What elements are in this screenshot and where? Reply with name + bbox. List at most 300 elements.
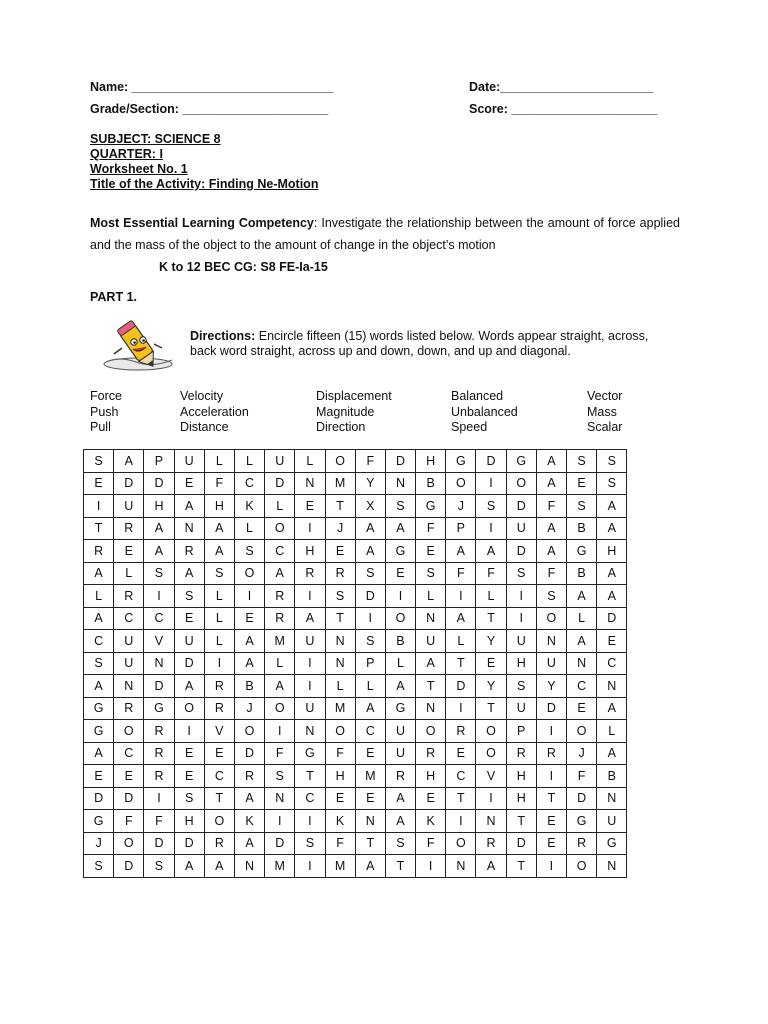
grid-letter-cell[interactable]: R — [476, 832, 506, 855]
grid-letter-cell[interactable]: D — [506, 495, 536, 518]
grid-letter-cell[interactable]: R — [295, 562, 325, 585]
grid-letter-cell[interactable]: G — [446, 450, 476, 473]
grid-letter-cell[interactable]: U — [536, 652, 566, 675]
grid-letter-cell[interactable]: T — [295, 765, 325, 788]
grid-letter-cell[interactable]: A — [355, 517, 385, 540]
grid-letter-cell[interactable]: F — [325, 832, 355, 855]
grid-letter-cell[interactable]: K — [325, 810, 355, 833]
grid-letter-cell[interactable]: O — [446, 472, 476, 495]
grid-letter-cell[interactable]: O — [476, 720, 506, 743]
grid-letter-cell[interactable]: M — [325, 472, 355, 495]
grid-letter-cell[interactable]: I — [295, 675, 325, 698]
grid-letter-cell[interactable]: S — [597, 450, 627, 473]
grid-letter-cell[interactable]: G — [567, 810, 597, 833]
grid-letter-cell[interactable]: D — [144, 832, 174, 855]
grid-letter-cell[interactable]: U — [114, 652, 144, 675]
grid-letter-cell[interactable]: L — [84, 585, 114, 608]
grid-letter-cell[interactable]: O — [476, 742, 506, 765]
grid-letter-cell[interactable]: U — [597, 810, 627, 833]
grid-letter-cell[interactable]: E — [416, 540, 446, 563]
grid-letter-cell[interactable]: C — [114, 742, 144, 765]
grid-letter-cell[interactable]: A — [144, 540, 174, 563]
grid-letter-cell[interactable]: E — [355, 742, 385, 765]
grid-letter-cell[interactable]: H — [325, 765, 355, 788]
grid-letter-cell[interactable]: I — [446, 585, 476, 608]
grid-letter-cell[interactable]: D — [174, 832, 204, 855]
grid-letter-cell[interactable]: R — [204, 697, 234, 720]
grid-letter-cell[interactable]: B — [567, 562, 597, 585]
grid-letter-cell[interactable]: A — [476, 540, 506, 563]
grid-letter-cell[interactable]: G — [84, 720, 114, 743]
grid-letter-cell[interactable]: N — [597, 675, 627, 698]
grid-letter-cell[interactable]: H — [144, 495, 174, 518]
grid-letter-cell[interactable]: S — [355, 562, 385, 585]
grid-letter-cell[interactable]: U — [385, 742, 415, 765]
grid-letter-cell[interactable]: A — [234, 630, 264, 653]
grid-letter-cell[interactable]: S — [265, 765, 295, 788]
grid-letter-cell[interactable]: L — [114, 562, 144, 585]
grid-letter-cell[interactable]: O — [536, 607, 566, 630]
grid-letter-cell[interactable]: C — [295, 787, 325, 810]
grid-letter-cell[interactable]: N — [234, 855, 264, 878]
grid-letter-cell[interactable]: K — [234, 810, 264, 833]
grid-letter-cell[interactable]: O — [114, 720, 144, 743]
grid-letter-cell[interactable]: B — [416, 472, 446, 495]
grid-letter-cell[interactable]: N — [114, 675, 144, 698]
grid-letter-cell[interactable]: O — [385, 607, 415, 630]
grid-letter-cell[interactable]: A — [355, 540, 385, 563]
grid-letter-cell[interactable]: T — [446, 652, 476, 675]
grid-letter-cell[interactable]: T — [325, 495, 355, 518]
grid-letter-cell[interactable]: M — [265, 630, 295, 653]
grid-letter-cell[interactable]: A — [265, 675, 295, 698]
grid-letter-cell[interactable]: R — [144, 742, 174, 765]
grid-letter-cell[interactable]: R — [174, 540, 204, 563]
grid-letter-cell[interactable]: F — [416, 832, 446, 855]
grid-letter-cell[interactable]: P — [446, 517, 476, 540]
grid-letter-cell[interactable]: A — [84, 675, 114, 698]
grid-letter-cell[interactable]: U — [506, 697, 536, 720]
grid-letter-cell[interactable]: I — [234, 585, 264, 608]
grid-letter-cell[interactable]: C — [265, 540, 295, 563]
grid-letter-cell[interactable]: L — [204, 607, 234, 630]
grid-letter-cell[interactable]: A — [597, 517, 627, 540]
grid-letter-cell[interactable]: O — [114, 832, 144, 855]
grid-letter-cell[interactable]: N — [295, 720, 325, 743]
grid-letter-cell[interactable]: E — [114, 765, 144, 788]
grid-letter-cell[interactable]: S — [416, 562, 446, 585]
grid-letter-cell[interactable]: S — [385, 832, 415, 855]
grid-letter-cell[interactable]: T — [385, 855, 415, 878]
grid-letter-cell[interactable]: U — [416, 630, 446, 653]
grid-letter-cell[interactable]: N — [567, 652, 597, 675]
grid-letter-cell[interactable]: E — [174, 742, 204, 765]
grid-letter-cell[interactable]: N — [416, 607, 446, 630]
grid-letter-cell[interactable]: H — [506, 765, 536, 788]
grid-letter-cell[interactable]: L — [446, 630, 476, 653]
grid-letter-cell[interactable]: R — [506, 742, 536, 765]
grid-letter-cell[interactable]: N — [355, 810, 385, 833]
grid-letter-cell[interactable]: I — [446, 810, 476, 833]
grid-letter-cell[interactable]: O — [265, 697, 295, 720]
grid-letter-cell[interactable]: B — [234, 675, 264, 698]
grid-letter-cell[interactable]: I — [174, 720, 204, 743]
grid-letter-cell[interactable]: A — [234, 832, 264, 855]
grid-letter-cell[interactable]: X — [355, 495, 385, 518]
grid-letter-cell[interactable]: A — [567, 585, 597, 608]
grid-letter-cell[interactable]: S — [385, 495, 415, 518]
grid-letter-cell[interactable]: H — [506, 787, 536, 810]
grid-letter-cell[interactable]: F — [476, 562, 506, 585]
grid-letter-cell[interactable]: T — [204, 787, 234, 810]
grid-letter-cell[interactable]: A — [204, 855, 234, 878]
grid-letter-cell[interactable]: U — [506, 630, 536, 653]
grid-letter-cell[interactable]: D — [174, 652, 204, 675]
grid-letter-cell[interactable]: P — [506, 720, 536, 743]
grid-letter-cell[interactable]: S — [204, 562, 234, 585]
grid-letter-cell[interactable]: I — [84, 495, 114, 518]
grid-letter-cell[interactable]: A — [174, 562, 204, 585]
grid-letter-cell[interactable]: O — [506, 472, 536, 495]
grid-letter-cell[interactable]: I — [295, 810, 325, 833]
grid-letter-cell[interactable]: O — [265, 517, 295, 540]
grid-letter-cell[interactable]: D — [567, 787, 597, 810]
grid-letter-cell[interactable]: G — [84, 697, 114, 720]
grid-letter-cell[interactable]: C — [234, 472, 264, 495]
grid-letter-cell[interactable]: E — [84, 765, 114, 788]
grid-letter-cell[interactable]: F — [265, 742, 295, 765]
grid-letter-cell[interactable]: N — [174, 517, 204, 540]
grid-letter-cell[interactable]: M — [355, 765, 385, 788]
grid-letter-cell[interactable]: S — [144, 855, 174, 878]
grid-letter-cell[interactable]: F — [446, 562, 476, 585]
grid-letter-cell[interactable]: E — [355, 787, 385, 810]
grid-letter-cell[interactable]: A — [536, 472, 566, 495]
grid-letter-cell[interactable]: F — [114, 810, 144, 833]
grid-letter-cell[interactable]: N — [295, 472, 325, 495]
grid-letter-cell[interactable]: L — [204, 450, 234, 473]
grid-letter-cell[interactable]: L — [325, 675, 355, 698]
grid-letter-cell[interactable]: T — [446, 787, 476, 810]
grid-letter-cell[interactable]: C — [597, 652, 627, 675]
grid-letter-cell[interactable]: I — [204, 652, 234, 675]
grid-letter-cell[interactable]: A — [597, 742, 627, 765]
grid-letter-cell[interactable]: D — [114, 787, 144, 810]
grid-letter-cell[interactable]: I — [506, 585, 536, 608]
grid-letter-cell[interactable]: R — [144, 720, 174, 743]
grid-letter-cell[interactable]: G — [597, 832, 627, 855]
grid-letter-cell[interactable]: S — [234, 540, 264, 563]
grid-letter-cell[interactable]: G — [295, 742, 325, 765]
grid-letter-cell[interactable]: R — [114, 517, 144, 540]
grid-letter-cell[interactable]: G — [144, 697, 174, 720]
grid-letter-cell[interactable]: A — [446, 540, 476, 563]
grid-letter-cell[interactable]: N — [265, 787, 295, 810]
grid-letter-cell[interactable]: T — [536, 787, 566, 810]
grid-letter-cell[interactable]: S — [597, 472, 627, 495]
grid-letter-cell[interactable]: E — [536, 810, 566, 833]
grid-letter-cell[interactable]: D — [144, 472, 174, 495]
grid-letter-cell[interactable]: R — [144, 765, 174, 788]
grid-letter-cell[interactable]: M — [325, 697, 355, 720]
grid-letter-cell[interactable]: E — [114, 540, 144, 563]
grid-letter-cell[interactable]: R — [234, 765, 264, 788]
grid-letter-cell[interactable]: L — [265, 652, 295, 675]
grid-letter-cell[interactable]: A — [84, 562, 114, 585]
grid-letter-cell[interactable]: E — [174, 607, 204, 630]
grid-letter-cell[interactable]: R — [265, 585, 295, 608]
grid-letter-cell[interactable]: D — [506, 540, 536, 563]
grid-letter-cell[interactable]: D — [84, 787, 114, 810]
grid-letter-cell[interactable]: L — [234, 517, 264, 540]
grid-letter-cell[interactable]: N — [325, 652, 355, 675]
grid-letter-cell[interactable]: Y — [355, 472, 385, 495]
grid-letter-cell[interactable]: S — [536, 585, 566, 608]
grid-letter-cell[interactable]: J — [446, 495, 476, 518]
grid-letter-cell[interactable]: S — [355, 630, 385, 653]
grid-letter-cell[interactable]: D — [114, 472, 144, 495]
grid-letter-cell[interactable]: A — [174, 855, 204, 878]
grid-letter-cell[interactable]: C — [355, 720, 385, 743]
grid-letter-cell[interactable]: A — [204, 517, 234, 540]
grid-letter-cell[interactable]: A — [597, 585, 627, 608]
grid-letter-cell[interactable]: A — [265, 562, 295, 585]
grid-letter-cell[interactable]: L — [416, 585, 446, 608]
grid-letter-cell[interactable]: Y — [536, 675, 566, 698]
grid-letter-cell[interactable]: I — [536, 855, 566, 878]
grid-letter-cell[interactable]: U — [174, 450, 204, 473]
grid-letter-cell[interactable]: A — [476, 855, 506, 878]
grid-letter-cell[interactable]: A — [234, 787, 264, 810]
grid-letter-cell[interactable]: U — [265, 450, 295, 473]
grid-letter-cell[interactable]: E — [325, 540, 355, 563]
grid-letter-cell[interactable]: D — [597, 607, 627, 630]
grid-letter-cell[interactable]: E — [597, 630, 627, 653]
grid-letter-cell[interactable]: T — [355, 832, 385, 855]
grid-letter-cell[interactable]: L — [204, 585, 234, 608]
grid-letter-cell[interactable]: F — [416, 517, 446, 540]
grid-letter-cell[interactable]: N — [536, 630, 566, 653]
grid-letter-cell[interactable]: D — [385, 450, 415, 473]
grid-letter-cell[interactable]: R — [265, 607, 295, 630]
grid-letter-cell[interactable]: I — [265, 720, 295, 743]
grid-letter-cell[interactable]: E — [204, 742, 234, 765]
grid-letter-cell[interactable]: G — [385, 540, 415, 563]
grid-letter-cell[interactable]: J — [567, 742, 597, 765]
grid-letter-cell[interactable]: C — [446, 765, 476, 788]
grid-letter-cell[interactable]: G — [506, 450, 536, 473]
grid-letter-cell[interactable]: U — [174, 630, 204, 653]
grid-letter-cell[interactable]: A — [536, 540, 566, 563]
grid-letter-cell[interactable]: R — [416, 742, 446, 765]
grid-letter-cell[interactable]: F — [567, 765, 597, 788]
grid-letter-cell[interactable]: E — [174, 472, 204, 495]
grid-letter-cell[interactable]: I — [295, 517, 325, 540]
grid-letter-cell[interactable]: F — [325, 742, 355, 765]
grid-letter-cell[interactable]: E — [174, 765, 204, 788]
grid-letter-cell[interactable]: O — [446, 832, 476, 855]
grid-letter-cell[interactable]: B — [567, 517, 597, 540]
grid-letter-cell[interactable]: F — [536, 562, 566, 585]
grid-letter-cell[interactable]: A — [234, 652, 264, 675]
grid-letter-cell[interactable]: T — [84, 517, 114, 540]
grid-letter-cell[interactable]: S — [567, 450, 597, 473]
grid-letter-cell[interactable]: T — [325, 607, 355, 630]
grid-letter-cell[interactable]: A — [84, 607, 114, 630]
grid-letter-cell[interactable]: I — [476, 472, 506, 495]
grid-letter-cell[interactable]: J — [84, 832, 114, 855]
grid-letter-cell[interactable]: M — [325, 855, 355, 878]
grid-letter-cell[interactable]: A — [536, 517, 566, 540]
grid-letter-cell[interactable]: G — [385, 697, 415, 720]
grid-letter-cell[interactable]: L — [385, 652, 415, 675]
grid-letter-cell[interactable]: R — [385, 765, 415, 788]
grid-letter-cell[interactable]: R — [325, 562, 355, 585]
grid-letter-cell[interactable]: U — [114, 495, 144, 518]
grid-letter-cell[interactable]: U — [295, 697, 325, 720]
grid-letter-cell[interactable]: P — [355, 652, 385, 675]
grid-letter-cell[interactable]: J — [325, 517, 355, 540]
grid-letter-cell[interactable]: O — [234, 562, 264, 585]
grid-letter-cell[interactable]: E — [536, 832, 566, 855]
grid-letter-cell[interactable]: R — [204, 832, 234, 855]
grid-letter-cell[interactable]: H — [174, 810, 204, 833]
grid-letter-cell[interactable]: A — [385, 517, 415, 540]
grid-letter-cell[interactable]: R — [204, 675, 234, 698]
grid-letter-cell[interactable]: N — [597, 787, 627, 810]
grid-letter-cell[interactable]: S — [506, 675, 536, 698]
grid-letter-cell[interactable]: S — [84, 855, 114, 878]
grid-letter-cell[interactable]: I — [295, 585, 325, 608]
grid-letter-cell[interactable]: T — [476, 607, 506, 630]
grid-letter-cell[interactable]: F — [536, 495, 566, 518]
grid-letter-cell[interactable]: I — [446, 697, 476, 720]
grid-letter-cell[interactable]: S — [476, 495, 506, 518]
grid-letter-cell[interactable]: G — [567, 540, 597, 563]
grid-letter-cell[interactable]: A — [355, 697, 385, 720]
grid-letter-cell[interactable]: E — [325, 787, 355, 810]
grid-letter-cell[interactable]: A — [174, 495, 204, 518]
grid-letter-cell[interactable]: A — [416, 652, 446, 675]
grid-letter-cell[interactable]: N — [446, 855, 476, 878]
grid-letter-cell[interactable]: S — [144, 562, 174, 585]
grid-letter-cell[interactable]: O — [567, 855, 597, 878]
grid-letter-cell[interactable]: K — [234, 495, 264, 518]
grid-letter-cell[interactable]: S — [84, 450, 114, 473]
grid-letter-cell[interactable]: Y — [476, 675, 506, 698]
grid-letter-cell[interactable]: L — [295, 450, 325, 473]
grid-letter-cell[interactable]: C — [84, 630, 114, 653]
grid-letter-cell[interactable]: N — [325, 630, 355, 653]
grid-letter-cell[interactable]: U — [295, 630, 325, 653]
grid-letter-cell[interactable]: V — [476, 765, 506, 788]
grid-letter-cell[interactable]: I — [506, 607, 536, 630]
grid-letter-cell[interactable]: O — [567, 720, 597, 743]
grid-letter-cell[interactable]: I — [144, 787, 174, 810]
grid-letter-cell[interactable]: N — [385, 472, 415, 495]
grid-letter-cell[interactable]: E — [234, 607, 264, 630]
grid-letter-cell[interactable]: D — [265, 832, 295, 855]
grid-letter-cell[interactable]: H — [597, 540, 627, 563]
grid-letter-cell[interactable]: I — [476, 787, 506, 810]
grid-letter-cell[interactable]: A — [597, 562, 627, 585]
grid-letter-cell[interactable]: O — [204, 810, 234, 833]
grid-letter-cell[interactable]: S — [506, 562, 536, 585]
grid-letter-cell[interactable]: A — [446, 607, 476, 630]
grid-letter-cell[interactable]: O — [174, 697, 204, 720]
grid-letter-cell[interactable]: A — [355, 855, 385, 878]
grid-letter-cell[interactable]: R — [114, 697, 144, 720]
grid-letter-cell[interactable]: I — [144, 585, 174, 608]
grid-letter-cell[interactable]: I — [295, 855, 325, 878]
grid-letter-cell[interactable]: T — [506, 810, 536, 833]
grid-letter-cell[interactable]: D — [476, 450, 506, 473]
grid-letter-cell[interactable]: G — [84, 810, 114, 833]
grid-letter-cell[interactable]: I — [355, 607, 385, 630]
grid-letter-cell[interactable]: A — [174, 675, 204, 698]
grid-letter-cell[interactable]: I — [536, 720, 566, 743]
grid-letter-cell[interactable]: O — [325, 720, 355, 743]
grid-letter-cell[interactable]: N — [144, 652, 174, 675]
grid-letter-cell[interactable]: M — [265, 855, 295, 878]
grid-letter-cell[interactable]: O — [416, 720, 446, 743]
grid-letter-cell[interactable]: L — [265, 495, 295, 518]
grid-letter-cell[interactable]: A — [597, 697, 627, 720]
grid-letter-cell[interactable]: E — [385, 562, 415, 585]
grid-letter-cell[interactable]: S — [567, 495, 597, 518]
grid-letter-cell[interactable]: S — [174, 787, 204, 810]
grid-letter-cell[interactable]: D — [144, 675, 174, 698]
grid-letter-cell[interactable]: H — [416, 765, 446, 788]
grid-letter-cell[interactable]: I — [295, 652, 325, 675]
grid-letter-cell[interactable]: D — [506, 832, 536, 855]
grid-letter-cell[interactable]: O — [325, 450, 355, 473]
grid-letter-cell[interactable]: I — [416, 855, 446, 878]
grid-letter-cell[interactable]: E — [295, 495, 325, 518]
grid-letter-cell[interactable]: B — [385, 630, 415, 653]
grid-letter-cell[interactable]: N — [476, 810, 506, 833]
grid-letter-cell[interactable]: C — [567, 675, 597, 698]
grid-letter-cell[interactable]: A — [385, 810, 415, 833]
grid-letter-cell[interactable]: S — [174, 585, 204, 608]
grid-letter-cell[interactable]: R — [446, 720, 476, 743]
grid-letter-cell[interactable]: L — [204, 630, 234, 653]
grid-letter-cell[interactable]: A — [567, 630, 597, 653]
grid-letter-cell[interactable]: R — [536, 742, 566, 765]
grid-letter-cell[interactable]: D — [265, 472, 295, 495]
grid-letter-cell[interactable]: J — [234, 697, 264, 720]
grid-letter-cell[interactable]: L — [355, 675, 385, 698]
grid-letter-cell[interactable]: L — [234, 450, 264, 473]
grid-letter-cell[interactable]: H — [295, 540, 325, 563]
grid-letter-cell[interactable]: I — [536, 765, 566, 788]
grid-letter-cell[interactable]: G — [416, 495, 446, 518]
grid-letter-cell[interactable]: C — [204, 765, 234, 788]
grid-letter-cell[interactable]: H — [416, 450, 446, 473]
grid-letter-cell[interactable]: O — [234, 720, 264, 743]
grid-letter-cell[interactable]: P — [144, 450, 174, 473]
grid-letter-cell[interactable]: H — [506, 652, 536, 675]
grid-letter-cell[interactable]: Y — [476, 630, 506, 653]
grid-letter-cell[interactable]: E — [476, 652, 506, 675]
grid-letter-cell[interactable]: A — [84, 742, 114, 765]
grid-letter-cell[interactable]: L — [597, 720, 627, 743]
grid-letter-cell[interactable]: E — [84, 472, 114, 495]
grid-letter-cell[interactable]: E — [446, 742, 476, 765]
grid-letter-cell[interactable]: A — [295, 607, 325, 630]
grid-letter-cell[interactable]: A — [114, 450, 144, 473]
grid-letter-cell[interactable]: E — [567, 472, 597, 495]
